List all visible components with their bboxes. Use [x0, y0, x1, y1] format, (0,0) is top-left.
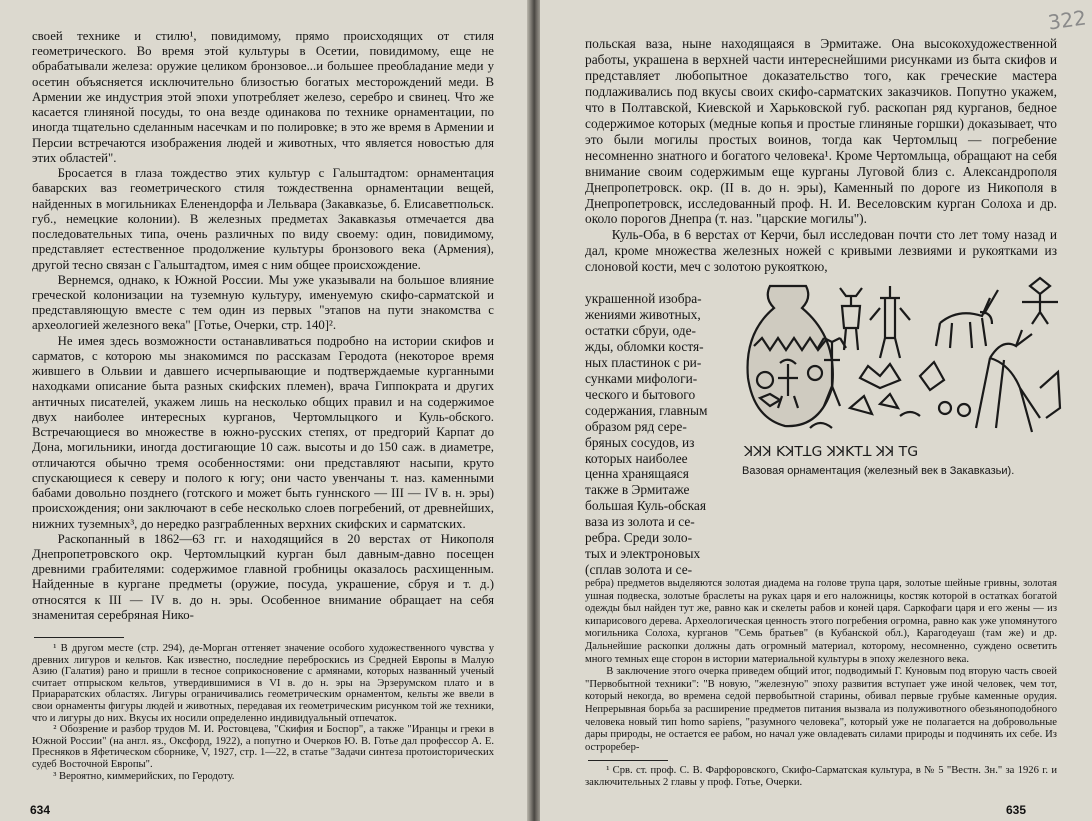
right-footnote-rule — [588, 760, 668, 761]
wrap-line: ваза из золота и се- — [585, 514, 695, 530]
wrap-line: остатки сбруи, оде- — [585, 322, 696, 338]
wrap-line: образом ряд сере- — [585, 418, 687, 434]
wrap-line: также в Эрмитаже — [585, 482, 690, 498]
wrap-line: ценна хранящаяся — [585, 466, 689, 482]
wrap-line: (сплав золота и се- — [585, 562, 693, 578]
right-page-number: 635 — [1006, 803, 1027, 817]
ornament-script-line: ꓘꓘꓘ ꓗꓘꓔꓕꓖ ꓘꓘꓗꓔꓕ ꓘꓘ ꓔꓖ — [744, 444, 919, 460]
right-footnotes — [585, 765, 1057, 788]
right-final-paragraph: В заключение этого очерка приведем общий итог, подводимый Г. Куновым под вторую часть своей "Первобытной техники": "В новую, "железную" эпоху развития вступает уже иной человек, чем тот, который некогда, во времена седой первобытной старины, обивал первые грубые каменные орудия. Непрерывная борьба за расширение предметов питания вызвала из полуживотного обезьяноподобного человека новый тип homo sapiens, "разумного человека", который уже не полагается на добровольные дары природы, не остается ее рабом, но начал уже овладевать силами природы и подчинять их себе. Из остроребер- — [585, 666, 1057, 753]
left-footnote-3: ³ Вероятно, киммерийских, по Геродоту. — [53, 770, 235, 782]
wrap-line: большая Куль-обская — [585, 498, 707, 514]
wrap-line: которых наиболее — [585, 450, 688, 466]
wrap-line: содержания, главным — [585, 402, 708, 418]
left-body — [32, 29, 494, 623]
left-paragraph-4: Не имея здесь возможности останавливаться подробно на истории скифов и сарматов, с которою мы знакомимся по рассказам Геродота (некоторое время жившего в Ольвии и давшего исчерпывающие и подтверждаемые курганными находками описание быта разных скифских племен), врача Гиппократа и других античных писателей, укажем лишь на несколько общих правил и на содержимое двух наиболее интересных курганов, Чертомлыцкого и Куль-обского. Встречающиеся во множестве в южно-русских степях, от предгорий Карпат до Дона, могильники, иногда достигающие 10 саж. высоты и до 150 саж. в диаметре, отличаются обычно тремя особенностями: они представляют насыпи, круто спускающиеся к северу и полого к югу; они часто увенчаны т. наз. каменными бабами довольно позднего (готского и может быть гуннского — III — IV в. н. эры) происхождения; они заключают в себе несколько слоев погребений, от древнейших, нижних туземных³, до нередко разграбленных верхних скифских и сарматских. — [32, 333, 494, 531]
wrap-line: сунками мифологи- — [585, 370, 698, 386]
left-paragraph-3: Вернемся, однако, к Южной России. Мы уже указывали на большое влияние греческой колонизации на туземную культуру, именуемую скифо-сарматской и представляющую вместе с тем один из первых "этапов на пути знакомства с археологией железного века" [Готье, Очерки, стр. 140]². — [32, 272, 494, 333]
wrap-line: жды, обломки костя- — [585, 338, 704, 354]
left-paragraph-5: Раскопанный в 1862—63 гг. и находящийся в 20 верстах от Никополя Днепропетровского окр. Чертомлыцкий курган был давным-давно посещен древними грабителями: содержимое главной гробницы оказалось расхищенным. Найденные в кургане предметы (оружие, посуда, украшение, сбруя и т. д.) относятся к III — IV в. до н. эры. Особенное внимание обращает на себя знаменитая серебряная Нико- — [32, 531, 494, 622]
ornament-illustration — [740, 268, 1065, 468]
wrap-line: ческого и бытового — [585, 386, 696, 402]
wrap-line: жениями животных, — [585, 306, 701, 322]
handwritten-page-number: 322 — [1046, 5, 1088, 35]
wrap-line: ребра. Среди золо- — [585, 530, 693, 546]
left-paragraph-2: Бросается в глаза тождество этих культур с Гальштадтом: орнаментация баварских ваз геометрического стиля тождественна орнаментации вещей, найденных в могильниках Еленендорфа и Лельвара (Закавказье, б. Елисаветпольск. губ., немецкие колонии). В железных предметах Закавказья отмечается два последовательных типа, очень различных по виду своему: один, повидимому, представляет естественное продолжение культуры бронзового века (Армения), другой тесно связан с Гальштадтом, имея с ним общее происхождение. — [32, 166, 494, 272]
left-footnote-1: ¹ В другом месте (стр. 294), де-Морган оттеняет значение особого художественного чувства у древних лигуров и кельтов. Как известно, последние переброскись из Средней Европы в Малую Азию (Галатия) рано и пришли в тесное соприкосновение с армянами, которых названный ученый считает отпрыском кельтов, утвердившимися в VI в. до н. эры на Эрзерумском плато и в Приараратских областях. Лигуры ограничивались геометрическим орнаментом, кельты же ввели в свои орнаменты фигуры людей и животных, передавая их геометрическим рисунком той же техники, что и лигуры до них. Вкусы их носили определенно индивидуальный отпечаток. — [32, 643, 494, 724]
left-footnotes — [32, 643, 494, 782]
left-page — [0, 0, 531, 821]
kul-oba-paragraph-top: Куль-Оба, в 6 верстах от Керчи, был исследован почти сто лет тому назад и дал, кроме множества железных ножей с кривыми лезвиями и рукоятками из слоновой кости, меч с золотою рукояткою, — [585, 227, 1057, 275]
wrap-line: ных пластинок с ри- — [585, 354, 702, 370]
left-page-number: 634 — [30, 803, 51, 817]
right-intro — [585, 36, 1057, 275]
right-wrap-column — [585, 291, 733, 578]
right-page — [540, 0, 1092, 821]
footnote-rule — [34, 637, 124, 638]
left-footnote-2: ² Обозрение и разбор трудов М. И. Ростовцева, "Скифия и Боспор", а также "Иранцы и греки в Южной России" (на англ. яз., Оксфорд, 1922), а попутно и Очерков Ю. В. Готье дал профессор А. Е. Пресняков в Яфетическом сборнике, V, 1927, стр. 1—22, в статье "Задачи синтеза протоисторических судеб Восточной Европы". — [32, 724, 494, 770]
right-footnote-1: ¹ Срв. ст. проф. С. В. Фарфоровского, Скифо-Сарматская культура, в № 5 "Вестн. Зн." за 1926 г. и заключительных 2 главы у проф. Готье, Очерки. — [585, 765, 1057, 788]
vase-ornament-figure — [740, 268, 1065, 468]
figure-caption: Вазовая орнаментация (железный век в Закавказьи). — [742, 465, 1015, 477]
wrap-line: бряных сосудов, из — [585, 434, 695, 450]
wrap-line: украшенной изобра- — [585, 291, 702, 306]
wrap-line: тых и электроновых — [585, 546, 701, 562]
right-intro-paragraph: польская ваза, ныне находящаяся в Эрмитаже. Она высокохудожественной работы, украшена в верхней части интереснейшими рисунками из быта скифов и представляет любопытное доказательство того, как греческие мастера подлаживались под вкусы своих скифо-сарматских заказчиков. Попутно укажем, что в Полтавской, Киевской и Харьковской губ. раскопан ряд курганов, бедное содержимое которых (медные копья и простые глиняные горшки) доказывает, что это были могилы простых воинов, тогда как Чертомлыц — погребение несомненно знатного и богатого человека¹. Кроме Чертомлыца, обращают на себя внимание своим содержимым еще курганы Луговой близ с. Александрополя Днепропетровск. окр. (II в. до н. эры), Каменный по дороге из Никополя в Днепропетровск, исследованный проф. Н. И. Веселовским курган Солоха и др. около порогов Днепра (т. наз. "царские могилы"). — [585, 36, 1057, 227]
left-paragraph-1: своей технике и стилю¹, повидимому, прямо происходящих от стиля геометрического. Во время этой культуры в Осетии, повидимому, еще не обрабатывали железа: оружие целиком бронзовое...и большее преобладание меди у осетин объясняется исключительно близостью богатых месторождений меди. В Армении же индустрия этой эпохи употребляет железо, серебро и свинец. Что же касается глиняной посуды, то она везде одинакова по технике орнаментации, по иногда тщательно сделанным насечкам и по полировке; в это же время в Армении и Персии встречаются изображения людей и животных, что является новостью для этих областей". — [32, 29, 494, 165]
right-continuation — [585, 578, 1057, 755]
right-continuation-paragraph: ребра) предметов выделяются золотая диадема на голове трупа царя, золотые шейные гривны, золотая ушная подвеска, золотые браслеты на руках царя и его наложницы, костяк которой в остатках богатой одежды был найден тут же, равно как и скелеты рабов и коней царя. Саркофаги царя и его жены — из кипарисового дерева. Археологическая ценность этого погребения огромна, равно как уже упомянутого могильника Солоха, курганов "Семь братьев" (в Кубанской обл.), Карагодеуаш (там же) и др. Дальнейшие раскопки должны дать огромный материал, которому, несомненно, суждено осветить много темных еще сторон в истории материальной культуры в эпоху железного века. — [585, 578, 1057, 665]
